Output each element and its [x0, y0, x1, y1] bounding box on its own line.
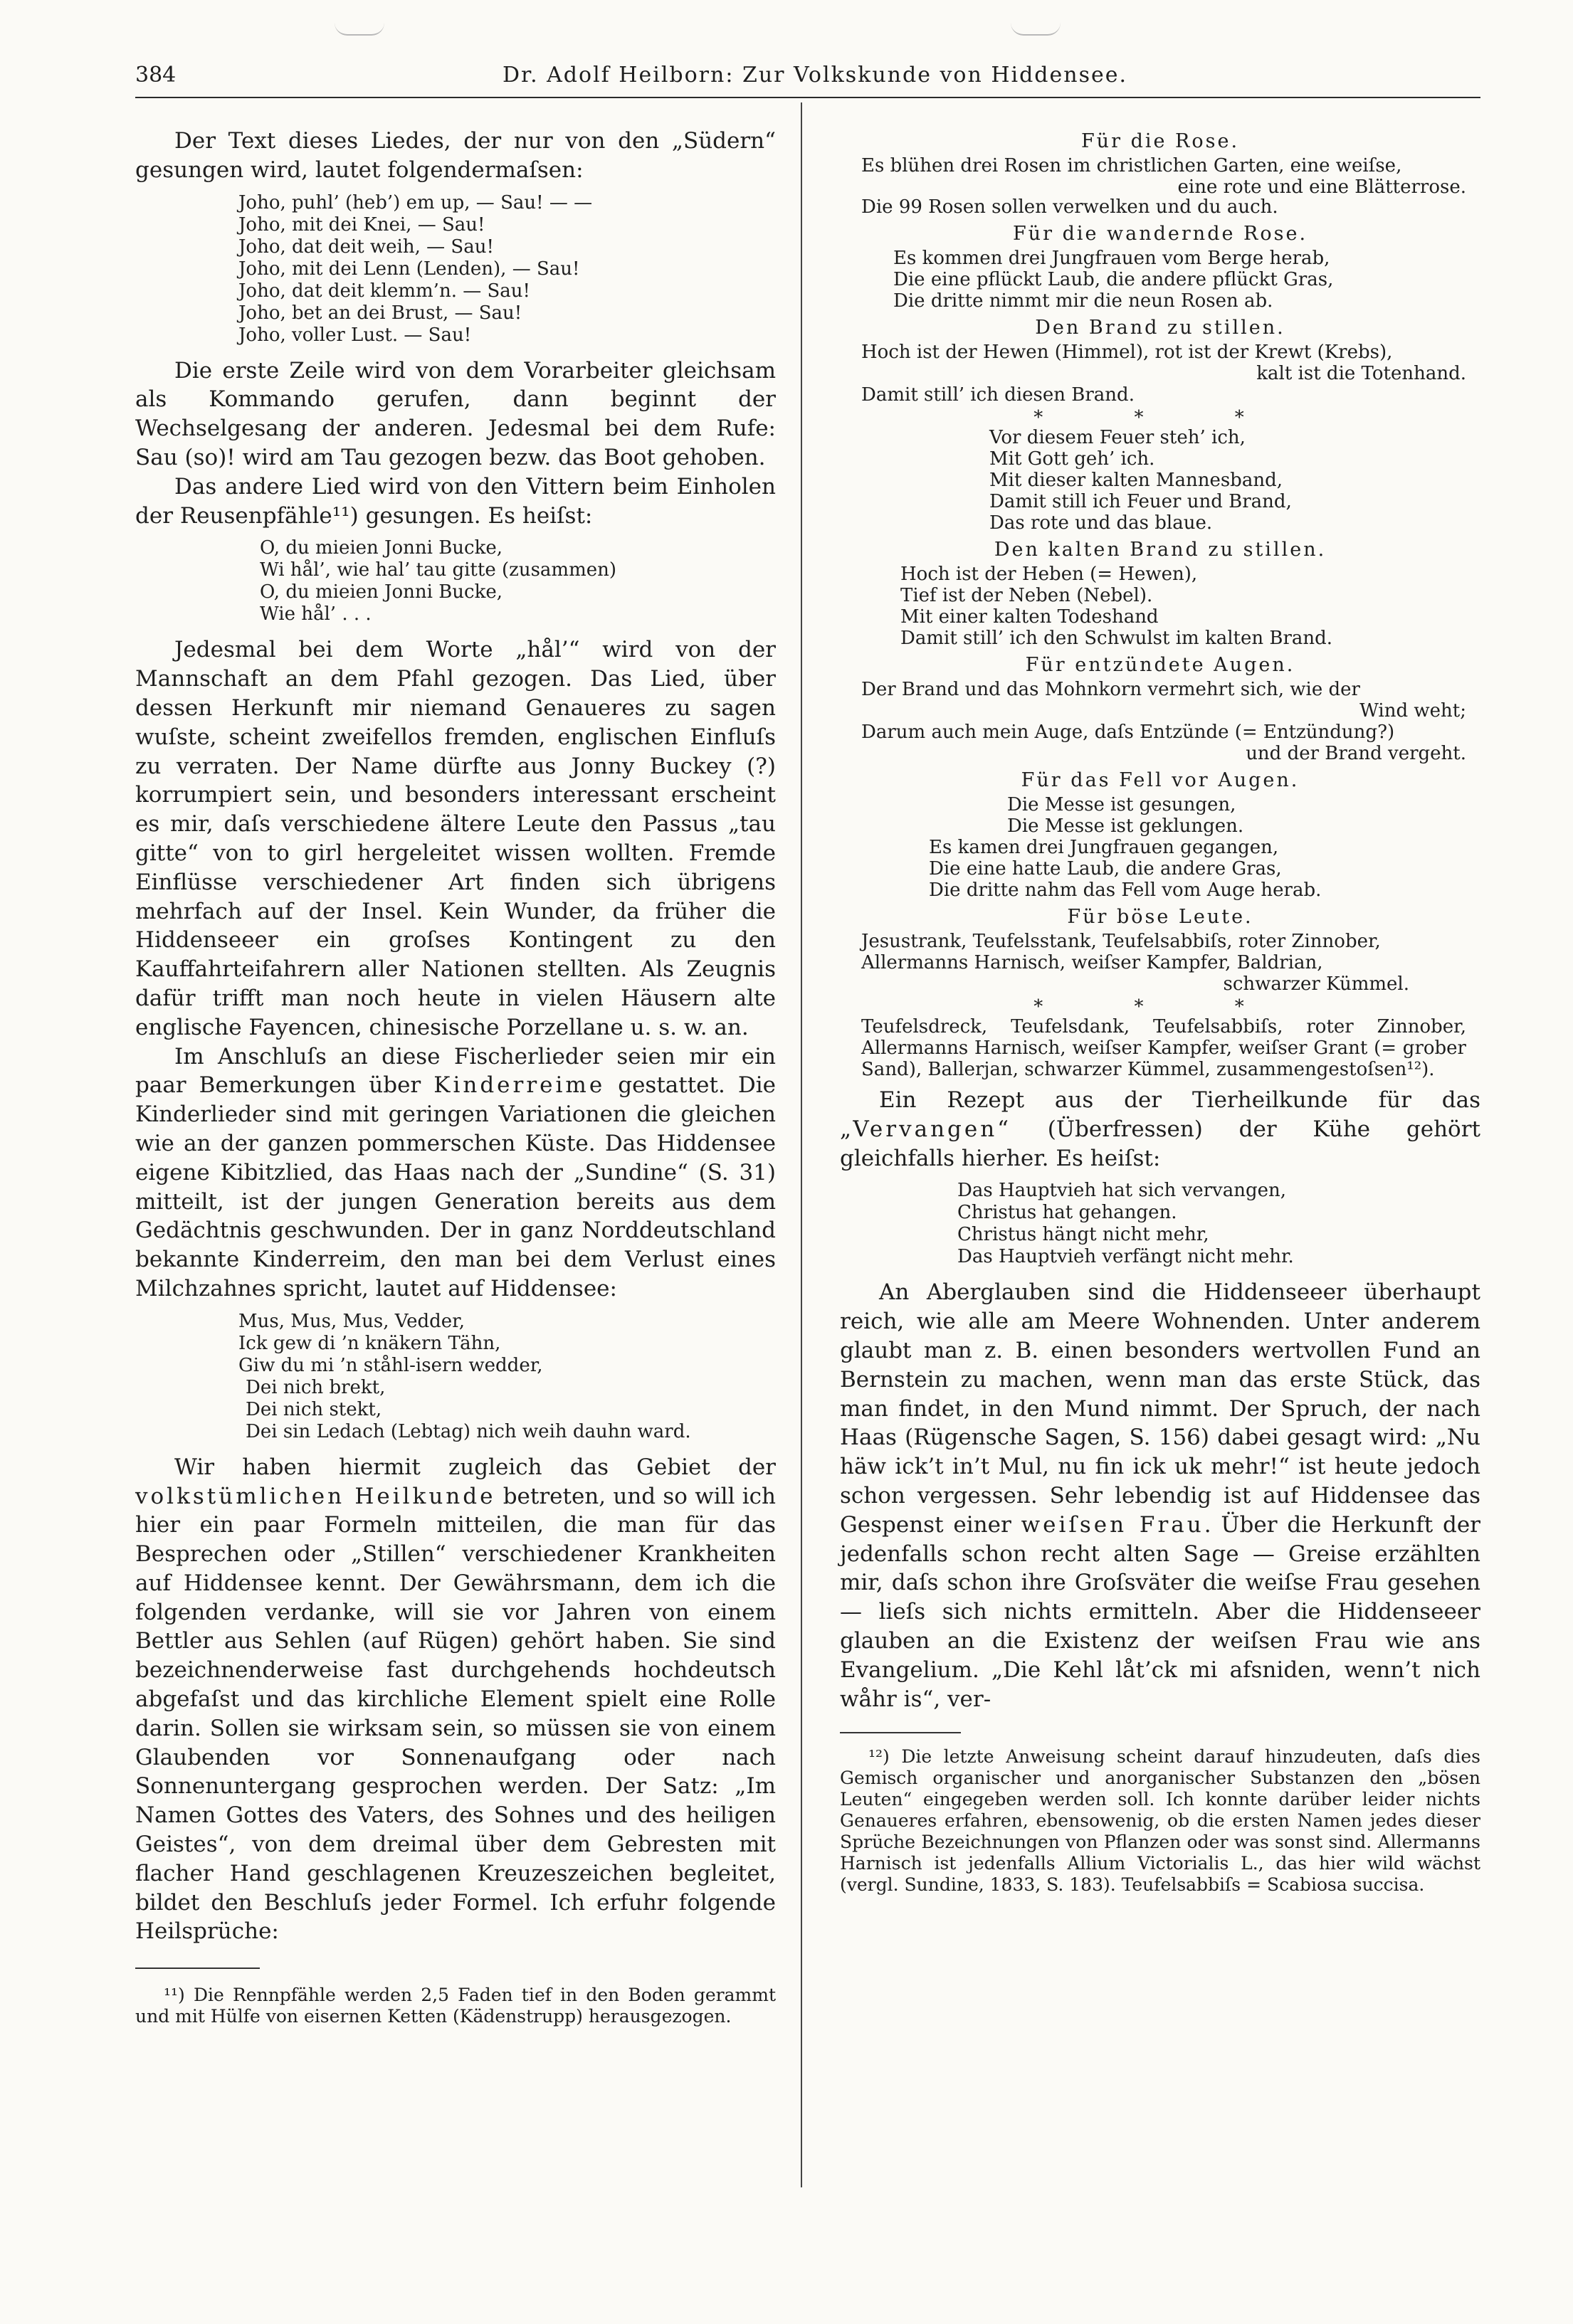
verse-line: Hoch ist der Hewen (Himmel), rot ist der Krewt (Krebs),: [861, 342, 1393, 363]
verse-line: Das rote und das blaue.: [989, 512, 1213, 534]
remedy-text: [840, 155, 1480, 218]
verse-line: schwarzer Kümmel.: [1223, 973, 1409, 995]
emphasis: weiſsen Frau: [1021, 1511, 1204, 1538]
remedy-text: Teufelsdreck, Teufelsdank, Teufelsabbiſs, roter Zinnober, Allermanns Harnisch, weiſser Kampfer, weiſser Grant (= grober Sand), Ballerjan, schwarzer Kümmel, zusammengestoſsen¹²).: [861, 1016, 1466, 1080]
paper-mark: [335, 23, 384, 36]
remedy-text: [840, 931, 1480, 995]
remedy-title: Für entzündete Augen.: [1025, 654, 1295, 676]
verse-line: Damit still’ ich den Schwulst im kalten Brand.: [900, 628, 1333, 649]
paragraph: Im Anschluſs an diese Fischerlieder seien mir ein paar Bemerkungen über Kinderreime gestattet. Die Kinderlieder sind mit geringen Variationen die gleichen wie an der ganzen pommerschen Küste. Das Hiddensee eigene Kibitzlied, das Haas nach der „Sundine“ (S. 31) mitteilt, ist der jungen Generation bereits aus dem Gedächtnis geschwunden. Der in ganz Norddeutschland bekannte Kinderreim, den man bei dem Verlust eines Milchzahnes spricht, lautet auf Hiddensee:: [135, 1043, 776, 1301]
remedy-title: Für die Rose.: [1080, 130, 1240, 152]
paragraph: Die erste Zeile wird von dem Vorarbeiter gleichsam als Kommando gerufen, dann beginnt der Wechselgesang der anderen. Jedesmal bei dem Rufe: Sau (so)! wird am Tau gezogen bezw. das Boot gehoben.: [135, 357, 776, 470]
verse-line: Mit dieser kalten Mannesband,: [989, 470, 1283, 491]
paragraph: Wir haben hiermit zugleich das Gebiet der volkstümlichen Heilkunde betreten, und so will ich hier ein paar Formeln mitteilen, die man für das Besprechen oder „Stillen“ verschiedener Krankheiten auf Hiddensee kennt. Der Gewährsmann, dem ich die folgenden verdanke, will sie vor Jahren von einem Bettler aus Sehlen (auf Rügen) gehört haben. Sie sind bezeichnenderweise fast durchgehends hochdeutsch abgefaſst und das kirchliche Element spielt eine Rolle darin. Sollen sie wirksam sein, so müssen sie von einem Glaubenden vor Sonnenaufgang oder nach Sonnenuntergang gesprochen werden. Der Satz: „Im Namen Gottes des Vaters, des Sohnes und des heiligen Geistes“, von dem dreimal über dem Gebresten mit flacher Hand geschlagenen Kreuzeszeichen begleitet, bildet den Beschluſs jeder Formel. Ich erfuhr folgende Heilsprüche:: [135, 1454, 776, 1945]
verse-line: Dei sin Ledach (Lebtag) nich weih dauhn ward.: [246, 1420, 691, 1442]
verse-line: Wie hål’ . . .: [260, 603, 372, 625]
paragraph: Jedesmal bei dem Worte „hål’“ wird von der Mannschaft an dem Pfahl gezogen. Das Lied, über dessen Herkunft mir niemand Genaueres zu sagen wuſste, scheint zweifellos fremden, englischen Einfluſs zu verraten. Der Name dürfte aus Jonny Buckey (?) korrumpiert sein, und besonders interessant erscheint es mir, daſs verschiedene ältere Leute den Passus „tau gitte“ von to girl hergeleitet wissen wollten. Fremde Einflüsse verschiedener Art finden sich übrigens mehrfach auf der Insel. Kein Wunder, da früher die Hiddenseeer ein groſses Kontingent zu den Kauffahrteifahrern aller Nationen stellten. Als Zeugnis dafür trifft man noch heute in vielen Häusern alte englische Fayencen, chinesische Porzellane u. s. w. an.: [135, 637, 776, 1040]
remedy-title: Den kalten Brand zu stillen.: [994, 539, 1327, 561]
emphasis: „Vervangen“: [840, 1116, 1012, 1142]
verse-line: O, du mieien Jonni Bucke,: [260, 537, 503, 559]
verse-line: und der Brand vergeht.: [1246, 743, 1466, 764]
remedy-text: [840, 564, 1480, 649]
verse-line: Joho, voller Lust. — Sau!: [238, 324, 472, 346]
remedy-title: Für die wandernde Rose.: [1012, 223, 1308, 245]
remedy-title: Für böse Leute.: [1067, 906, 1253, 928]
paragraph: An Aberglauben sind die Hiddenseeer überhaupt reich, wie alle am Meere Wohnenden. Unter anderem glaubt man z. B. einen besonders wertvollen Fund an Bernstein zu machen, wenn man das erste Stück, das man findet, in den Mund nimmt. Der Spruch, der nach Haas (Rügensche Sagen, S. 156) dabei gesagt wird: „Nu häw ick’t in’t Mul, nu fin ick uk mehr!“ ist heute jedoch schon vergessen. Sehr lebendig ist auf Hiddensee das Gespenst einer weiſsen Frau. Über die Herkunft der jedenfalls schon recht alten Sage — Greise erzählten mir, daſs schon ihre Groſsväter die weiſse Frau gesehen — lieſs sich nichts ermitteln. Aber die Hiddenseeer glauben an die Existenz der weiſsen Frau wie ans Evangelium. „Die Kehl låt’ck mi afsniden, wenn’t nich wåhr is“, ver-: [840, 1279, 1480, 1712]
verse-line: Joho, dat deit weih, — Sau!: [238, 236, 494, 258]
verse-line: Die Messe ist geklungen.: [1007, 815, 1244, 837]
verse-line: Dei nich brekt,: [246, 1376, 386, 1398]
footnote-rule: [840, 1732, 961, 1733]
verse-line: Wi hål’, wie hal’ tau gitte (zusammen): [260, 559, 616, 581]
remedy-text: [840, 427, 1480, 534]
verse-line: Joho, puhl’ (heb’) em up, — Sau! — —: [238, 191, 593, 213]
verse-line: Joho, bet an dei Brust, — Sau!: [238, 302, 522, 324]
song-verse: [238, 192, 776, 347]
paragraph: Das andere Lied wird von den Vittern beim Einholen der Reusenpfähle¹¹) gesungen. Es heiſst:: [135, 473, 776, 529]
column-divider: [801, 102, 802, 2187]
verse-line: Die 99 Rosen sollen verwelken und du auch.: [861, 196, 1278, 218]
verse-line: Wind weht;: [1359, 700, 1466, 722]
verse-line: kalt ist die Totenhand.: [1256, 363, 1466, 384]
verse-line: Es kommen drei Jungfrauen vom Berge herab,: [893, 248, 1330, 269]
verse-line: Christus hängt nicht mehr,: [957, 1224, 1209, 1246]
verse-line: Hoch ist der Heben (= Hewen),: [900, 564, 1198, 585]
verse-line: Joho, mit dei Lenn (Lenden), — Sau!: [238, 258, 580, 280]
verse-line: Mus, Mus, Mus, Vedder,: [238, 1310, 465, 1332]
verse-line: O, du mieien Jonni Bucke,: [260, 581, 503, 603]
verse-line: Das Hauptvieh hat sich vervangen,: [957, 1180, 1287, 1202]
verse-line: Christus hat gehangen.: [957, 1202, 1177, 1224]
remedy-title: Den Brand zu stillen.: [1035, 317, 1285, 339]
footnote-rule: [135, 1968, 260, 1969]
song-verse: [957, 1180, 1480, 1268]
remedy-title: Für das Fell vor Augen.: [1021, 769, 1300, 791]
verse-line: Dei nich stekt,: [246, 1398, 382, 1420]
remedy-text: [840, 679, 1480, 764]
verse-line: Die eine pflückt Laub, die andere pflückt Gras,: [893, 269, 1334, 290]
remedy-text: [840, 794, 1480, 901]
page-header: [135, 63, 1473, 88]
verse-line: Darum auch mein Auge, daſs Entzünde (= Entzündung?): [861, 722, 1395, 743]
verse-line: Ick gew di ’n knäkern Tähn,: [238, 1332, 501, 1354]
remedy-text: [840, 342, 1480, 406]
song-verse: [260, 537, 776, 625]
verse-line: Die Messe ist gesungen,: [1007, 794, 1236, 815]
verse-line: Der Brand und das Mohnkorn vermehrt sich, wie der: [861, 679, 1360, 700]
verse-line: Mit einer kalten Todeshand: [900, 606, 1159, 628]
verse-line: Die eine hatte Laub, die andere Gras,: [929, 858, 1282, 880]
paper-mark: [1011, 23, 1061, 36]
verse-line: Das Hauptvieh verfängt nicht mehr.: [957, 1246, 1294, 1268]
verse-line: Vor diesem Feuer steh’ ich,: [989, 427, 1246, 448]
footnote: ¹¹) Die Rennpfähle werden 2,5 Faden tief in den Boden gerammt und mit Hülfe von eisernen Ketten (Kädenstrupp) herausgezogen.: [135, 1985, 776, 2027]
verse-line: Damit still’ ich diesen Brand.: [861, 384, 1135, 406]
verse-line: eine rote und eine Blätterrose.: [1177, 176, 1466, 198]
verse-line: Die dritte nimmt mir die neun Rosen ab.: [893, 290, 1273, 312]
verse-line: Mit Gott geh’ ich.: [989, 448, 1155, 470]
verse-line: Joho, mit dei Knei, — Sau!: [238, 213, 485, 236]
right-column: [840, 127, 1480, 1896]
verse-line: Giw du mi ’n ståhl-isern wedder,: [238, 1354, 543, 1376]
emphasis: volkstümlichen Heilkunde: [135, 1483, 496, 1509]
verse-line: Allermanns Harnisch, weiſser Kampfer, Baldrian,: [861, 952, 1323, 973]
page-number: 384: [135, 63, 177, 88]
song-verse: [238, 1311, 776, 1443]
verse-line: Tief ist der Neben (Nebel).: [900, 585, 1153, 606]
paragraph: Der Text dieses Liedes, der nur von den „Südern“ gesungen wird, lautet folgendermaſsen:: [135, 128, 776, 183]
verse-line: Es blühen drei Rosen im christlichen Garten, eine weiſse,: [861, 155, 1402, 176]
emphasis: Kinderreime: [433, 1072, 606, 1099]
verse-line: Jesustrank, Teufelsstank, Teufelsabbiſs, roter Zinnober,: [861, 931, 1381, 952]
verse-line: Die dritte nahm das Fell vom Auge herab.: [929, 880, 1322, 901]
verse-line: Damit still ich Feuer und Brand,: [989, 491, 1292, 512]
running-title: Dr. Adolf Heilborn: Zur Volkskunde von Hiddensee.: [502, 63, 1128, 88]
section-asterisks: * * *: [1033, 407, 1287, 428]
remedy-text: [840, 248, 1480, 312]
verse-line: Joho, dat deit klemm’n. — Sau!: [238, 280, 530, 302]
left-column: [135, 127, 776, 2027]
section-asterisks: * * *: [1033, 996, 1287, 1018]
header-rule: [135, 97, 1480, 98]
paragraph: Ein Rezept aus der Tierheilkunde für das „Vervangen“ (Überfressen) der Kühe gehört gleichfalls hierher. Es heiſst:: [840, 1087, 1480, 1171]
footnote: ¹²) Die letzte Anweisung scheint darauf hinzudeuten, daſs dies Gemisch organischer und anorganischer Substanzen den „bösen Leuten“ eingegeben werden soll. Ich konnte darüber leider nichts Genaueres erfahren, ebensowenig, ob die ersten Namen jedes dieser Sprüche Bezeichnungen von Pflanzen oder was sonst sind. Allermanns Harnisch ist jedenfalls Allium Victorialis L., das hier wild wächst (vergl. Sundine, 1833, S. 183). Teufelsabbiſs = Scabiosa succisa.: [840, 1746, 1480, 1896]
verse-line: Es kamen drei Jungfrauen gegangen,: [929, 837, 1279, 858]
